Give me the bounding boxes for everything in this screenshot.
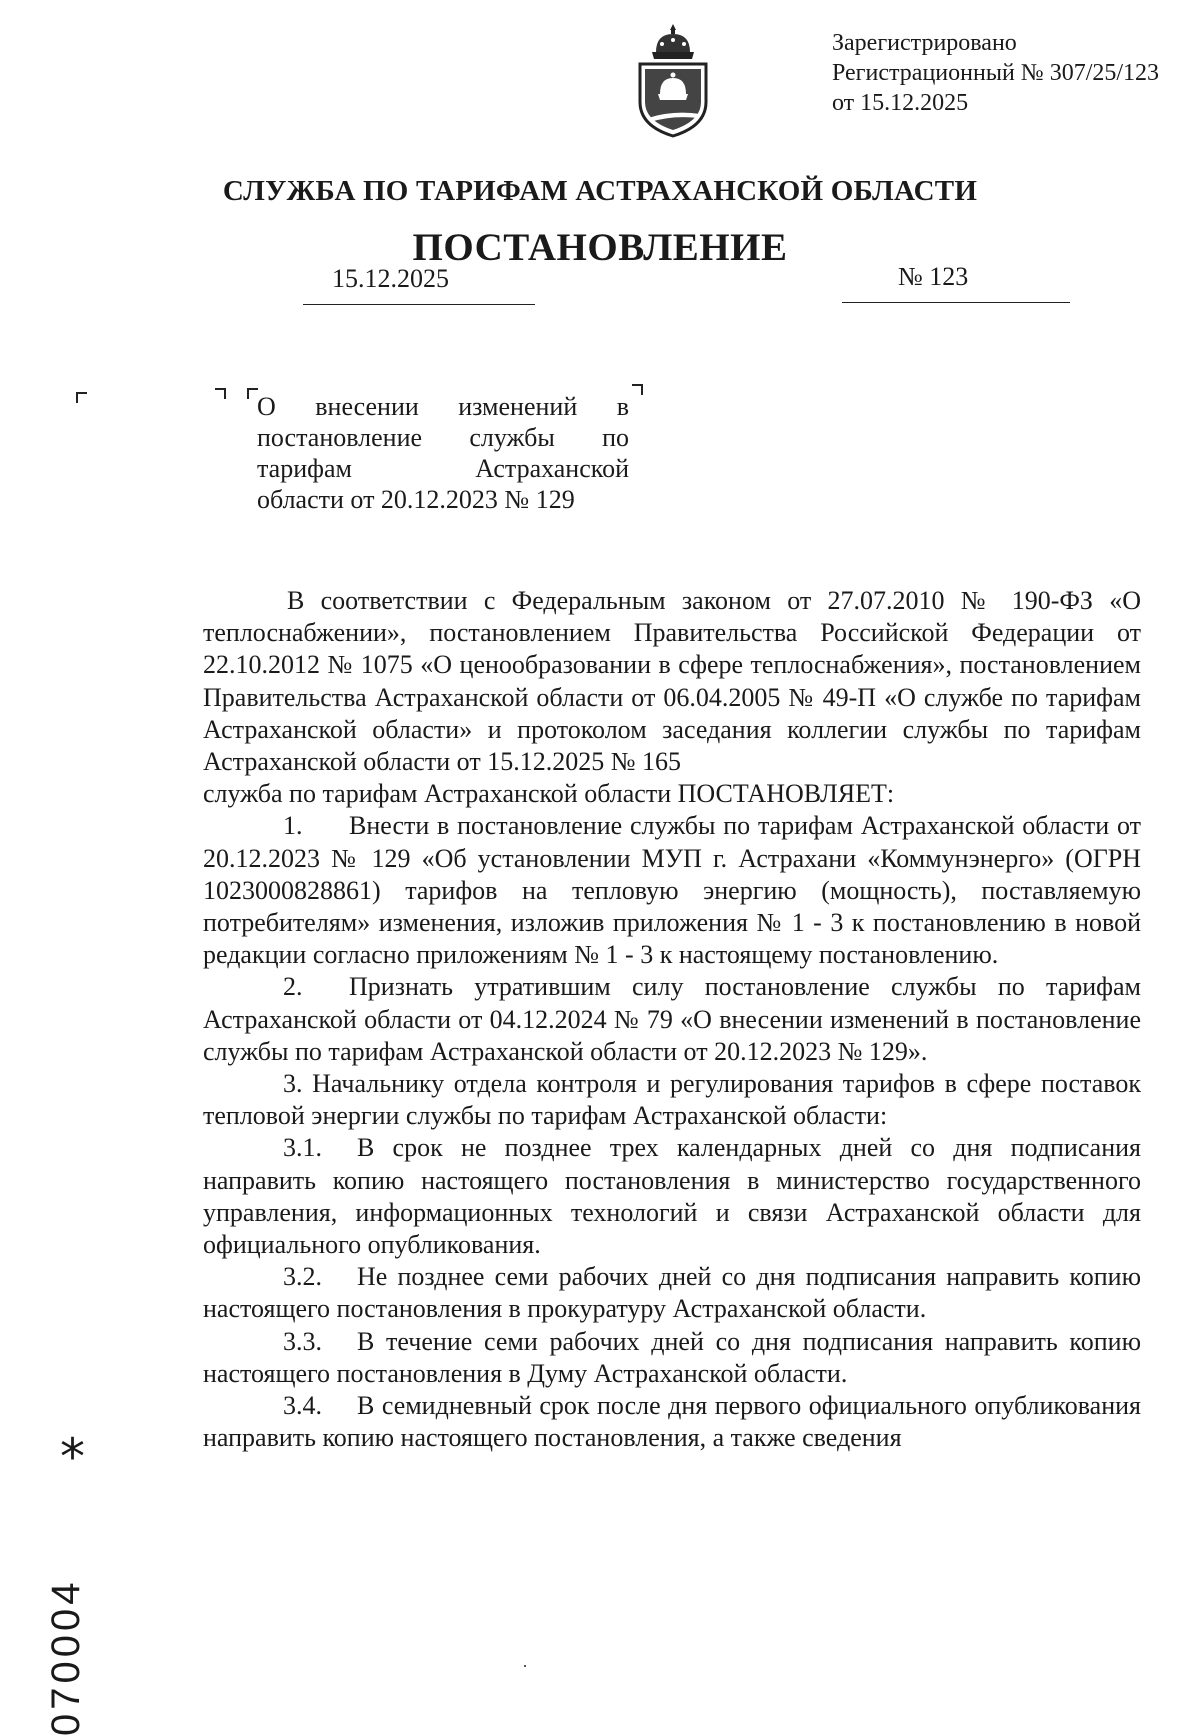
- item-text: В семидневный срок после дня первого официального опубликования направить копию настоящего постановления, а также сведения: [203, 1391, 1141, 1453]
- corner-mark-subject-right: [632, 384, 643, 395]
- document-body: [203, 585, 1141, 1454]
- item-text: В срок не позднее трех календарных дней со дня подписания направить копию настоящего постановления в министерство государственного управления, информационных технологий и связи Астраханской области для официального опубликования.: [203, 1133, 1141, 1260]
- subject-line: области от 20.12.2023 № 129: [257, 485, 575, 514]
- document-type-title: ПОСТАНОВЛЕНИЕ: [412, 226, 788, 269]
- subject-line: тарифам Астраханской: [257, 454, 629, 483]
- date-underline: [303, 304, 535, 305]
- subject-line: О внесении изменений в: [257, 392, 629, 421]
- decree-line: служба по тарифам Астраханской области ПОСТАНОВЛЯЕТ:: [203, 779, 895, 809]
- item-number: 3.1.: [283, 1133, 322, 1163]
- item-paragraph: [203, 1261, 1141, 1325]
- item-paragraph: [203, 1132, 1141, 1261]
- item-text: Внести в постановление службы по тарифам Астраханской области от 20.12.2023 № 129 «Об установлении МУП г. Астрахани «Коммунэнерго» (ОГРН 1023000828861) тарифов на тепловую энергию (мощность), поставляемую потребителям» изменения, изложив приложения № 1 - 3 к постановлению в новой редакции согласно приложениям № 1 - 3 к настоящему постановлению.: [203, 811, 1141, 970]
- item-number: 3.3.: [283, 1326, 322, 1356]
- margin-document-code: 070004: [44, 1578, 88, 1736]
- document-number: № 123: [898, 262, 969, 291]
- number-underline: [842, 302, 1070, 303]
- registration-stamp: [832, 28, 1159, 118]
- document-subject: [257, 391, 629, 515]
- item-paragraph: [203, 1068, 1141, 1132]
- item-text: В течение семи рабочих дней со дня подписания направить копию настоящего постановления в Думу Астраханской области.: [203, 1326, 1141, 1388]
- registration-number: Регистрационный № 307/25/123: [832, 60, 1160, 86]
- item-paragraph: [203, 1326, 1141, 1390]
- item-text: Начальнику отдела контроля и регулирования тарифов в сфере поставок тепловой энергии службы по тарифам Астраханской области:: [203, 1069, 1142, 1131]
- corner-mark-subject-left-outer: [215, 388, 226, 399]
- item-text: Признать утратившим силу постановление службы по тарифам Астраханской области от 04.12.2024 № 79 «О внесении изменений в постановление службы по тарифам Астраханской области от 20.12.2023 № 129».: [203, 972, 1141, 1066]
- item-text: Не позднее семи рабочих дней со дня подписания направить копию настоящего постановления в прокуратуру Астраханской области.: [203, 1262, 1141, 1324]
- preamble-paragraph: В соответствии с Федеральным законом от 27.07.2010 № 190-ФЗ «О теплоснабжении», постановлением Правительства Российской Федерации от 22.10.2012 № 1075 «О ценообразовании в сфере теплоснабжения», постановлением Правительства Астраханской области от 06.04.2005 № 49-П «О службе по тарифам Астраханской области» и протоколом заседания коллегии службы по тарифам Астраханской области от 15.12.2025 № 165: [203, 586, 1141, 777]
- scan-speck: [524, 1665, 526, 1667]
- item-number: 3.: [283, 1069, 303, 1099]
- document-date: 15.12.2025: [332, 264, 449, 293]
- subject-line: постановление службы по: [257, 423, 629, 452]
- registration-date: от 15.12.2025: [832, 90, 969, 116]
- registration-title: Зарегистрировано: [832, 30, 1017, 56]
- coat-of-arms-icon: [632, 22, 714, 140]
- agency-name: СЛУЖБА ПО ТАРИФАМ АСТРАХАНСКОЙ ОБЛАСТИ: [222, 175, 978, 207]
- margin-star-mark: *: [60, 1428, 85, 1486]
- item-number: 1.: [283, 811, 303, 841]
- item-paragraph: [203, 810, 1141, 971]
- item-number: 2.: [283, 972, 303, 1002]
- item-number: 3.2.: [283, 1262, 322, 1292]
- coat-of-arms-emblem: [632, 22, 714, 140]
- item-paragraph: [203, 971, 1141, 1068]
- item-paragraph: [203, 1390, 1141, 1454]
- corner-mark-left: [76, 392, 87, 403]
- item-number: 3.4.: [283, 1391, 322, 1421]
